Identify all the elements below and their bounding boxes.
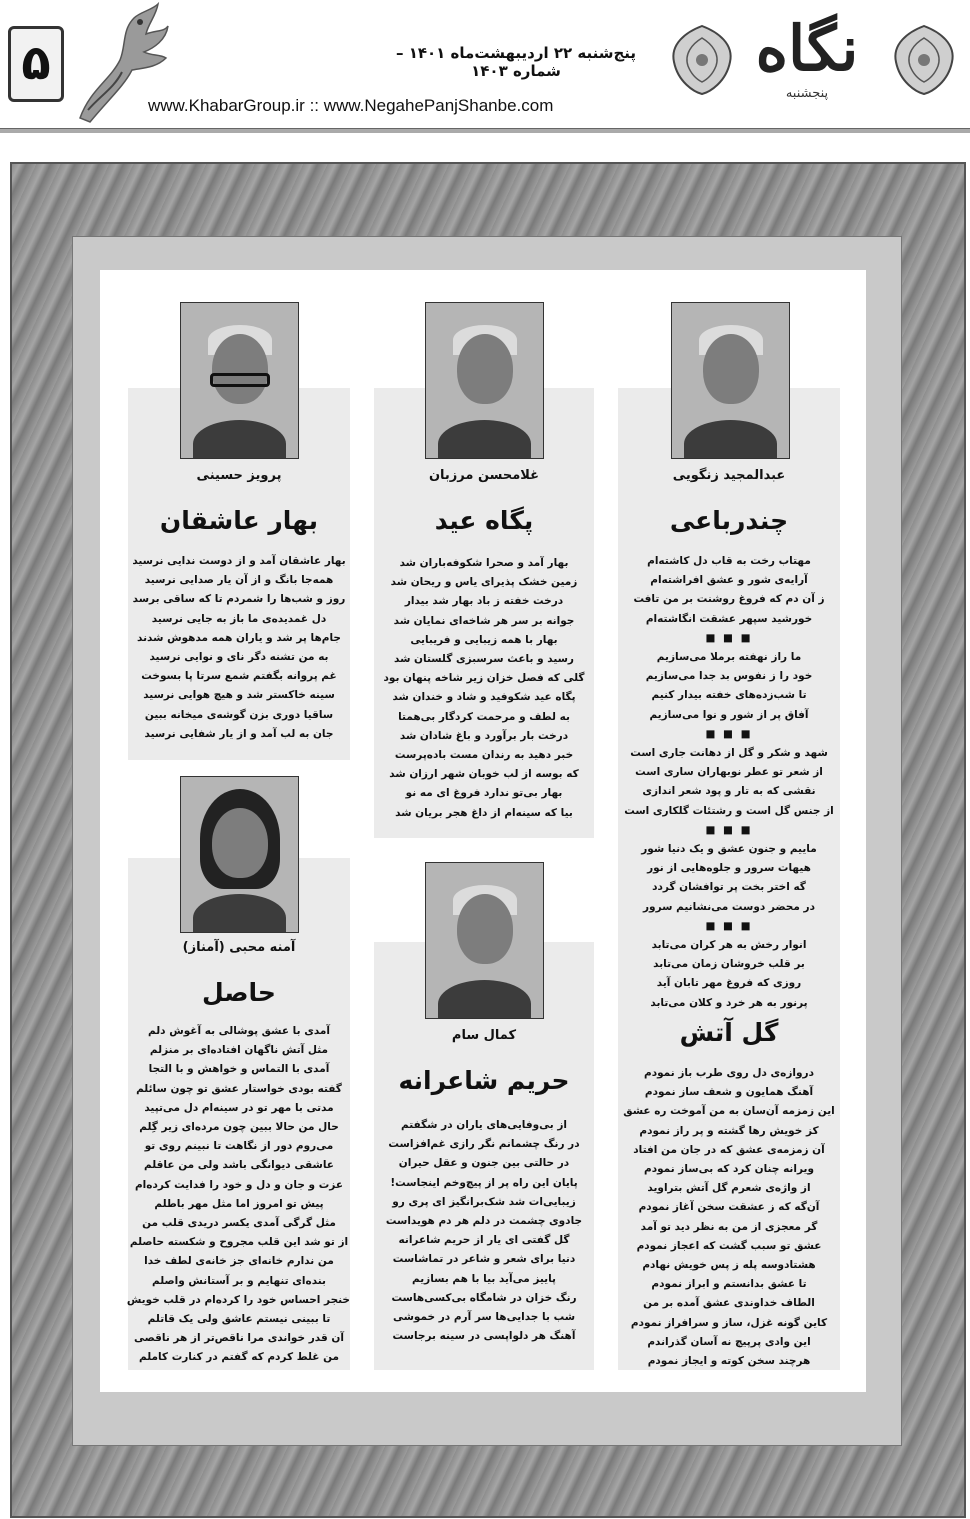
poem-line: در محضر دوست می‌نشانیم سرور xyxy=(643,900,815,913)
poem-line: آهنگ همایون و شعف ساز نمودم xyxy=(644,1086,814,1099)
poem-line: کاین گونه غزل، ساز و سرافراز نمودم xyxy=(630,1316,828,1329)
poem-line: غم پروانه بگفتم شمع سرتا پا بسوخت xyxy=(141,670,337,683)
poem-line: دل غمدیده‌ی ما باز به جایی نرسید xyxy=(151,612,327,625)
poem-line: از بی‌وفایی‌های یاران در شگفتم xyxy=(400,1119,568,1131)
poem-line: می‌روم دور از نگاهت تا نبینم روی تو xyxy=(144,1140,334,1153)
poem-line: زمین خشک پذیرای یاس و ریحان شد xyxy=(390,576,578,589)
poem-line: بهار عاشقان آمد و از دوست ندایی نرسید xyxy=(132,555,346,567)
poem-line: الطاف خداوندی عشق آمده بر من xyxy=(643,1297,815,1310)
poem-line: بیا که سینه‌ام از داغ هجر بریان شد xyxy=(395,806,573,819)
poem-line: آن زمزمه‌ی عشق که در جان من افتاد xyxy=(633,1143,825,1156)
poem-line: جام‌ها پر شد و یاران همه مدهوش شدند xyxy=(137,631,341,644)
poem-line: زیبایی‌ات شد شک‌برانگیز ای پری رو xyxy=(392,1195,576,1208)
poem-line: مثل گرگی آمدی یکسر دریدی قلب من xyxy=(142,1217,336,1230)
poem-line: من ندارم خانه‌ای جز خانه‌ی لطف خدا xyxy=(144,1255,334,1268)
poem-line: ز آن دم که فروغ روشنت بر من تافت xyxy=(633,593,825,606)
poem-line: در رنگ چشمانم نگر رازی غم‌افزاست xyxy=(388,1138,580,1151)
poem-line: آن‌گه که ز عشقت سخن آغاز نمودم xyxy=(638,1201,820,1214)
poem-body-bahar-asheghan xyxy=(128,552,350,744)
poem-line: هیهات سرور و جلوه‌هایی از نور xyxy=(647,862,811,875)
poem-title: بهار عاشقان xyxy=(159,506,319,535)
poem-body-pegah-eid xyxy=(374,554,594,823)
poem-line: بر قلب خروشان زمان می‌تابد xyxy=(653,958,805,971)
poem-line: درخت خفته ز باد بهار شد بیدار xyxy=(404,595,564,608)
poem-line: رنگ خزان در شامگاه بی‌کسی‌هاست xyxy=(391,1291,577,1304)
poem-line: خورشید سپهر عشقت انگاشته‌ام xyxy=(645,612,813,625)
poem-title-2: گل آتش xyxy=(679,1018,779,1047)
poem-line: دنیا برای شعر و شاعر در تماشاست xyxy=(392,1253,576,1266)
poem-line: انوار رخش به هر کران می‌تابد xyxy=(651,939,807,952)
poem-line: از جنس گل است و رشتئات گلکاری است xyxy=(624,804,834,817)
poem-line: درخت بار برآورد و باغ شادان شد xyxy=(399,729,569,742)
poem-line: از واژه‌ی شعرم گل آتش بتراوید xyxy=(647,1182,811,1195)
poem-line: گل گفتی ای یار از حریم شاعرانه xyxy=(398,1234,570,1247)
poem-line: تا ببینی نیستم عاشق ولی یک قاتلم xyxy=(147,1313,331,1326)
poem-line: که بوسه از لب خوبان شهر ارزان شد xyxy=(389,768,579,781)
stanza-separator: ■ ■ ■ xyxy=(705,727,753,740)
poem-line: سینه خاکستر شد و هیچ هوایی نرسید xyxy=(143,689,335,702)
author-photo-hosseini xyxy=(180,302,299,459)
page-header xyxy=(0,0,970,135)
logo-title: نگاه xyxy=(755,12,859,85)
poem-line: مثل آتش ناگهان افتاده‌ای بر منزلم xyxy=(149,1044,329,1057)
poem-line: به لطف و مرحمت کردگار بی‌همتا xyxy=(398,710,570,723)
poem-line: پایان این راه پر از پیچ‌وخم اینجاست! xyxy=(390,1176,578,1189)
poem-line: حال من حالا ببین چون مرده‌ای زیر گِلم xyxy=(139,1121,339,1134)
poem-line: بهار آمد و صحرا شکوفه‌باران شد xyxy=(399,557,569,569)
poem-line: ماییم و جنون عشق و یک دنیا شور xyxy=(641,843,817,856)
poem-line: بنده‌ای تنهایم و بر آستانش واصلم xyxy=(151,1274,326,1287)
poems-paper xyxy=(100,270,866,1392)
logo-subtitle: پنجشنبه xyxy=(785,86,829,101)
poem-line: از تو شد این قلب مجروح و شکسته حاصلم xyxy=(129,1236,349,1249)
poem-line: تا شب‌زده‌های خفته بیدار کنیم xyxy=(651,689,807,702)
poem-line: روز و شب‌ها را شمردم تا که ساقی برسد xyxy=(132,593,346,606)
poem-title: حاصل xyxy=(202,978,276,1007)
author-photo-mohebbi xyxy=(180,776,299,933)
poem-line: پرنور به هر خرد و کلان می‌تابد xyxy=(650,996,808,1009)
website-urls: www.KhabarGroup.ir :: www.NegahePanjShanbe.com xyxy=(148,96,554,115)
poem-line: خود را ز نفوس بد جدا می‌سازیم xyxy=(645,670,813,683)
stanza-separator: ■ ■ ■ xyxy=(705,823,753,836)
poem-line: پاییز می‌آید بیا با هم بسازیم xyxy=(411,1272,557,1285)
issue-date: پنج‌شنبه ۲۲ اردیبهشت‌ماه ۱۴۰۱ – شماره ۱۴۰۳ xyxy=(395,44,637,80)
poem-line: دروازه‌ی دل روی طرب باز نمودم xyxy=(644,1067,814,1079)
poem-line: مدتی با مهر تو در سینه‌ام دل می‌تپید xyxy=(144,1101,334,1114)
header-divider xyxy=(0,128,970,133)
poem-line: پگاه عید شکوفید و شاد و خندان شد xyxy=(392,691,576,704)
poem-line: هرچند سخن کوته و ایجاز نمودم xyxy=(647,1355,811,1368)
poem-title: پگاه عید xyxy=(434,506,534,535)
poem-line: آرایه‌ی شور و عشق افراشته‌ام xyxy=(650,574,808,587)
poem-line: کز خویش رها گشته و پر راز نمودم xyxy=(639,1124,819,1137)
masthead-logo xyxy=(656,0,970,118)
author-name: آمنه محبی (آمناز) xyxy=(182,940,296,955)
poem-line: عاشقی دیوانگی باشد ولی من عاقلم xyxy=(144,1159,334,1172)
poem-line: خنجر احساس خود را کرده‌ام در قلب خویش xyxy=(126,1293,350,1306)
poem-line: به من تشنه دگر نای و نوایی نرسید xyxy=(149,651,329,664)
author-name: عبدالمجید زنگویی xyxy=(672,468,786,483)
author-photo-kamal-sam xyxy=(425,862,544,1019)
stanza-separator: ■ ■ ■ xyxy=(705,631,753,644)
poem-line: شهد و شکر و گل از دهانت جاری است xyxy=(630,747,828,760)
poem-line: گلی که فصل خزان زیر شاخه پنهان بود xyxy=(383,672,585,685)
poem-title: چندرباعی xyxy=(669,506,789,535)
poem-line: نقشی که به تار و پود شعر اندازی xyxy=(642,785,816,798)
poem-line: جادوی چشمت در دلم هر دم هویداست xyxy=(385,1215,583,1228)
poem-body-rubaiyat xyxy=(618,552,840,1013)
poem-line: بهار با همه زیبایی و فریبایی xyxy=(410,633,558,646)
poem-line: پیش تو امروز اما مثل مهر باطلم xyxy=(154,1197,324,1210)
poem-line: آمدی با التماس و خواهش و با التجا xyxy=(148,1063,330,1076)
poem-line: ما راز نهفته برملا می‌سازیم xyxy=(656,651,802,664)
poem-line: خبر دهید به رندان مست باده‌پرست xyxy=(394,749,574,762)
poem-line: گر معجزی از من به نظر دید تو آمد xyxy=(640,1220,818,1233)
poem-line: من غلط کردم که گفتم در کنارت کاملم xyxy=(138,1351,340,1364)
stanza-separator: ■ ■ ■ xyxy=(705,919,753,932)
poem-line: آفاق پر از شور و نوا می‌سازیم xyxy=(649,708,809,721)
poem-line: جوانه بر سر هر شاخه‌ای نمایان شد xyxy=(393,614,575,627)
author-name: پرویز حسینی xyxy=(196,468,282,483)
author-photo-zangooei xyxy=(671,302,790,459)
poem-title: حریم شاعرانه xyxy=(398,1066,570,1095)
poem-line: عزت و جان و دل و خود را فدایت کرده‌ام xyxy=(134,1178,343,1191)
page-number: ۵ xyxy=(8,26,64,102)
poem-line: شب با جدایی‌ها سر آرم در خموشی xyxy=(392,1311,576,1324)
poem-line: گه اختر بخت پر توافشان گردد xyxy=(652,881,806,894)
poem-line: همه‌جا بانگ و از آن یار صدایی نرسید xyxy=(144,574,334,587)
poem-body-harim xyxy=(374,1116,594,1346)
author-name: کمال سام xyxy=(451,1028,517,1043)
poem-line: گفته بودی خواستار عشق تو چون سائلم xyxy=(136,1082,342,1095)
poem-line: از شعر تو عطر نوبهاران ساری است xyxy=(635,766,823,779)
left-ornament-icon xyxy=(666,22,738,98)
poem-line: مهتاب رخت به قاب دل کاشته‌ام xyxy=(647,555,811,567)
poem-line: تا عشق بدانستم و ابراز نمودم xyxy=(651,1278,807,1291)
poem-line: این وادی پرپیچ نه آسان گذراندم xyxy=(647,1335,811,1348)
poem-line: این زمزمه آن‌سان به من آموخت ره عشق xyxy=(623,1105,835,1118)
poem-line: رسید و باعث سرسبزی گلستان شد xyxy=(394,653,574,666)
poem-line: روزی که فروغ مهر تابان آید xyxy=(656,977,802,990)
poem-line: آهنگ هر دلواپسی در سینه برجاست xyxy=(392,1330,576,1343)
poem-line: ویرانه چنان کرد که بی‌ساز نمودم xyxy=(644,1163,814,1176)
poem-line: آمدی با عشق پوشالی به آغوش دلم xyxy=(147,1025,330,1037)
poem-line: ساقیا دوری بزن گوشه‌ی میخانه ببین xyxy=(144,708,334,721)
poem-line: آن قدر خواندی مرا ناقص‌تر از هر ناقصی xyxy=(134,1332,344,1345)
poem-line: عشق تو سبب گشت که اعجاز نمودم xyxy=(636,1239,822,1252)
right-ornament-icon xyxy=(888,22,960,98)
poem-body-hasel xyxy=(128,1022,350,1368)
poem-line: هشتادوسه پله ز پس خویش نهادم xyxy=(642,1259,816,1272)
author-name: غلامحسن مرزبان xyxy=(428,468,540,483)
poem-line: بهار بی‌تو ندارد فروغ ای مه نو xyxy=(405,787,563,800)
poem-line: در حالتی بین جنون و عقل حیران xyxy=(398,1157,570,1170)
author-photo-marzban xyxy=(425,302,544,459)
poem-body-gol-atash xyxy=(618,1064,840,1371)
poem-line: جان به لب آمد و از یار شفایی نرسید xyxy=(144,727,334,740)
